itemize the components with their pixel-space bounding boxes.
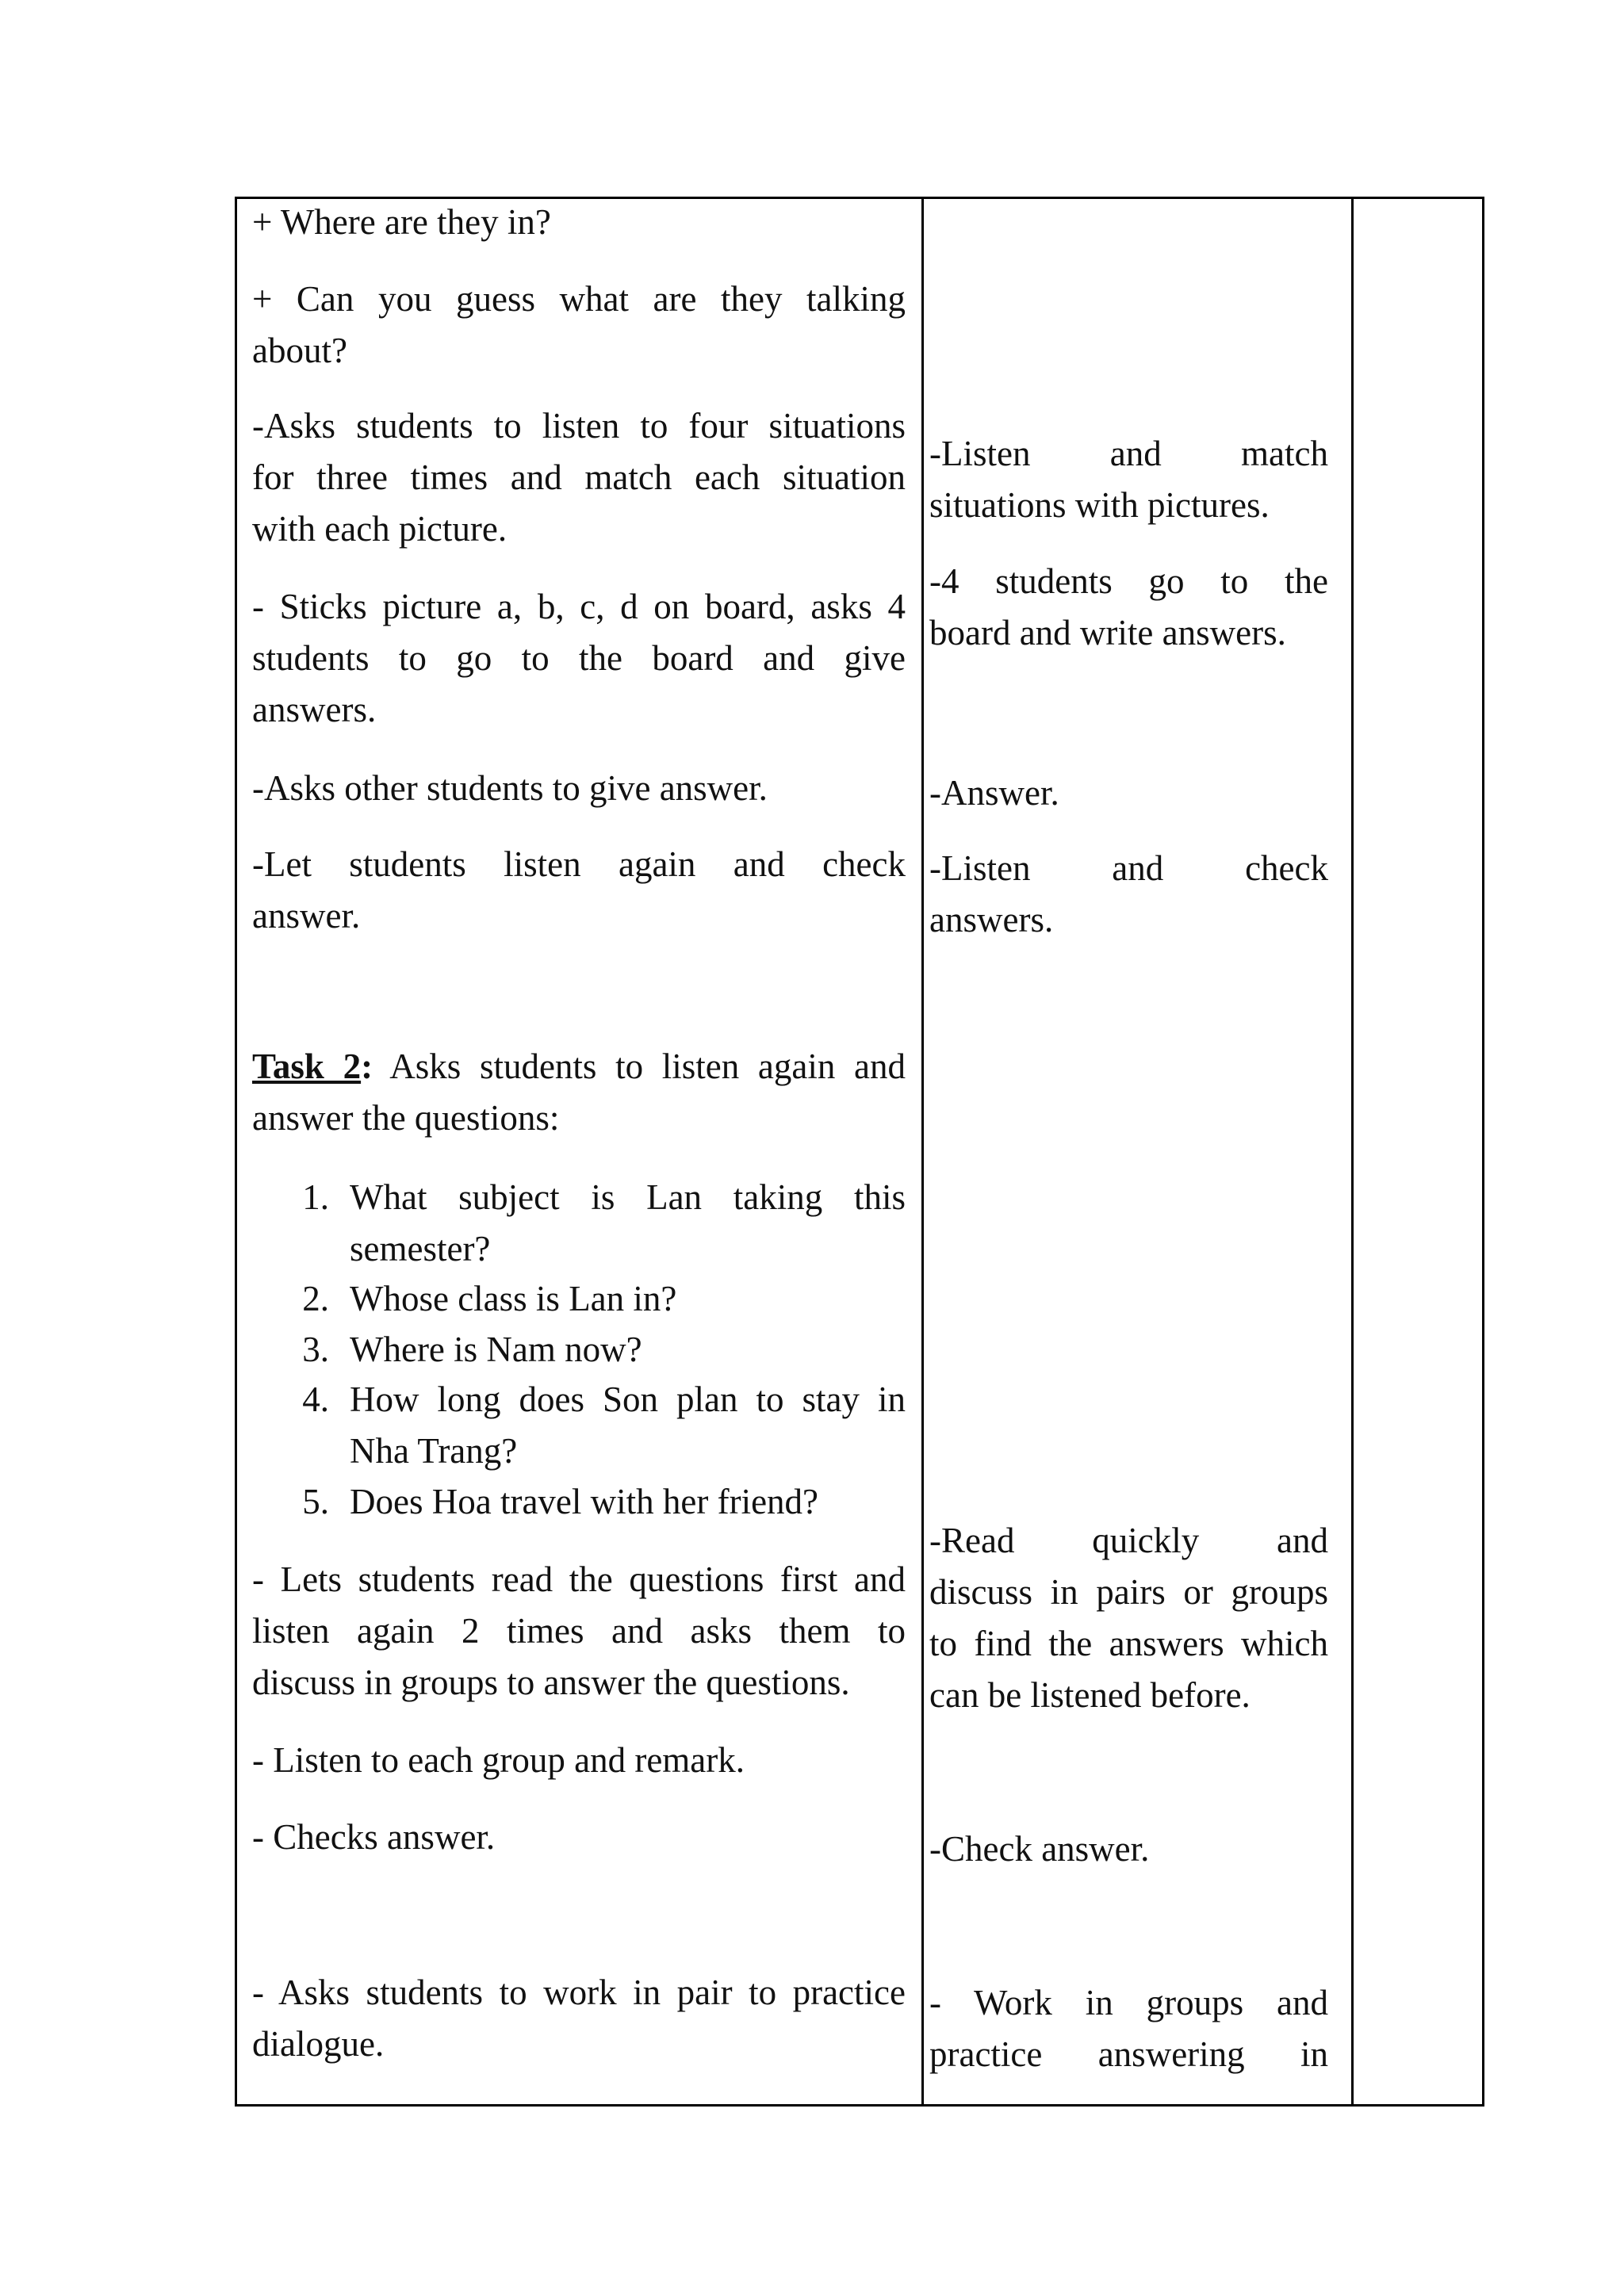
student-activity-listen-match: -Listen and match situations with pictures. bbox=[929, 434, 1328, 525]
question-number: 2. bbox=[302, 1279, 329, 1318]
student-activity-answer: -Answer. bbox=[929, 773, 1059, 813]
teacher-instruction-pair-work: - Asks students to work in pair to practice dialogue. bbox=[252, 1973, 906, 2064]
question-item: What subject is Lan taking this semester? bbox=[350, 1177, 906, 1269]
student-activity-check-answer: -Check answer. bbox=[929, 1829, 1150, 1869]
teacher-instruction-checks: - Checks answer. bbox=[252, 1817, 496, 1857]
teacher-instruction-listen: -Asks students to listen to four situations for three times and match each situation with each picture. bbox=[252, 406, 906, 549]
teacher-instruction-check: -Let students listen again and check answer. bbox=[252, 844, 906, 936]
student-activity-board: -4 students go to the board and write answers. bbox=[929, 561, 1328, 652]
student-activity-read-discuss: -Read quickly and discuss in pairs or groups to find the answers which can be listened before. bbox=[929, 1521, 1328, 1715]
question-number: 4. bbox=[302, 1380, 329, 1419]
question-item: Whose class is Lan in? bbox=[350, 1279, 677, 1318]
task-2-label: Task 2 bbox=[252, 1047, 362, 1086]
question-item: Where is Nam now? bbox=[350, 1330, 642, 1369]
question-item: How long does Son plan to stay in Nha Trang? bbox=[350, 1380, 906, 1471]
teacher-instruction-pictures: - Sticks picture a, b, c, d on board, asks 4 students to go to the board and give answers. bbox=[252, 587, 906, 729]
teacher-question-1: + Where are they in? bbox=[252, 202, 551, 242]
question-number: 3. bbox=[302, 1330, 329, 1369]
column-divider-1 bbox=[921, 199, 924, 2104]
teacher-instruction-discuss: - Lets students read the questions first and listen again 2 times and asks them to discuss in groups to answer the questions. bbox=[252, 1559, 906, 1702]
column-divider-2 bbox=[1351, 199, 1354, 2104]
student-activity-group-practice: - Work in groups and practice answering in bbox=[929, 1983, 1328, 2074]
task-2-heading: Task 2: Asks students to listen again and answer the questions: bbox=[252, 1047, 906, 1138]
question-number: 1. bbox=[302, 1177, 329, 1217]
student-activity-check: -Listen and check answers. bbox=[929, 848, 1328, 939]
teacher-question-2: + Can you guess what are they talking about? bbox=[252, 279, 906, 370]
question-item: Does Hoa travel with her friend? bbox=[350, 1482, 819, 1521]
teacher-instruction-remark: - Listen to each group and remark. bbox=[252, 1740, 745, 1780]
teacher-instruction-answer: -Asks other students to give answer. bbox=[252, 768, 768, 808]
question-number: 5. bbox=[302, 1482, 329, 1521]
